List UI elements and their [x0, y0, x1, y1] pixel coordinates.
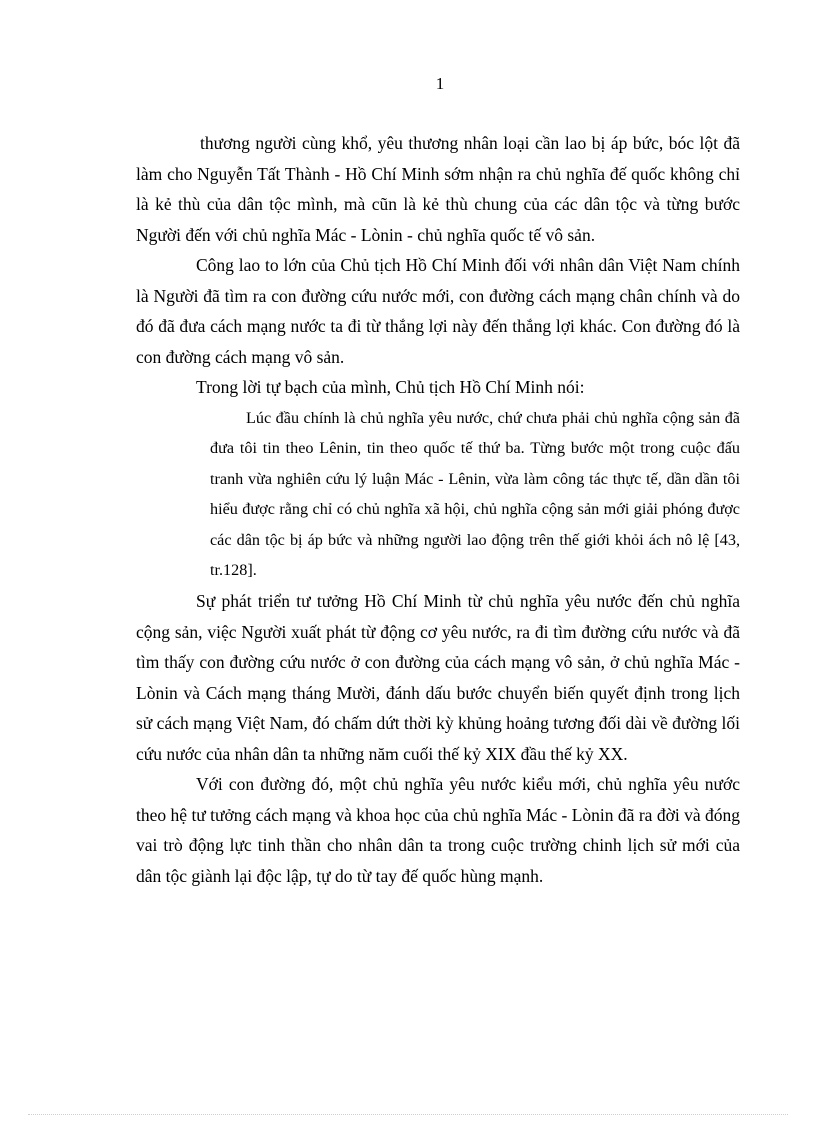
- page-bottom-divider: [28, 1114, 788, 1115]
- paragraph-3: Trong lời tự bạch của mình, Chủ tịch Hồ Chí Minh nói:: [196, 377, 585, 397]
- paragraph-1: thương người cùng khổ, yêu thương nhân loại cần lao bị áp bức, bóc lột đã làm cho Nguyễn Tất Thành - Hồ Chí Minh sớm nhận ra chủ nghĩa đế quốc không chỉ là kẻ thù của dân tộc mình, mà cũn là kẻ thù chung của các dân tộc và từng bước Người đến với chủ nghĩa Mác - Lònin - chủ nghĩa quốc tế vô sản.: [136, 133, 740, 245]
- page-number: 1: [435, 74, 445, 93]
- paragraph-5: Với con đường đó, một chủ nghĩa yêu nước kiểu mới, chủ nghĩa yêu nước theo hệ tư tưởng cách mạng và khoa học của chủ nghĩa Mác - Lònin đã ra đời và đóng vai trò động lực tinh thần cho nhân dân ta trong cuộc trường chinh lịch sử mới của dân tộc giành lại độc lập, tự do từ tay đế quốc hùng mạnh.: [136, 774, 740, 886]
- block-quote: Lúc đầu chính là chủ nghĩa yêu nước, chứ chưa phải chủ nghĩa cộng sản đã đưa tôi tin theo Lênin, tin theo quốc tế thứ ba. Từng bước một trong cuộc đấu tranh vừa nghiên cứu lý luận Mác - Lênin, vừa làm công tác thực tế, dần dần tôi hiểu được rằng chỉ có chủ nghĩa xã hội, chủ nghĩa cộng sản mới giải phóng được các dân tộc bị áp bức và những người lao động trên thế giới khỏi ách nô lệ [43, tr.128].: [210, 408, 740, 580]
- paragraph-2: Công lao to lớn của Chủ tịch Hồ Chí Minh đối với nhân dân Việt Nam chính là Người đã tìm ra con đường cứu nước mới, con đường cách mạng chân chính và do đó đã đưa cách mạng nước ta đi từ thắng lợi này đến thắng lợi khác. Con đường đó là con đường cách mạng vô sản.: [136, 255, 740, 367]
- paragraph-4: Sự phát triển tư tưởng Hồ Chí Minh từ chủ nghĩa yêu nước đến chủ nghĩa cộng sản, việc Người xuất phát từ động cơ yêu nước, ra đi tìm đường cứu nước và đã tìm thấy con đường cứu nước ở con đường của cách mạng vô sản, ở chủ nghĩa Mác - Lònin và Cách mạng tháng Mười, đánh dấu bước chuyển biến quyết định trong lịch sử cách mạng Việt Nam, đó chấm dứt thời kỳ khủng hoảng tương đối dài về đường lối cứu nước của nhân dân ta những năm cuối thế kỷ XIX đầu thế kỷ XX.: [136, 591, 740, 764]
- document-body: [136, 128, 740, 891]
